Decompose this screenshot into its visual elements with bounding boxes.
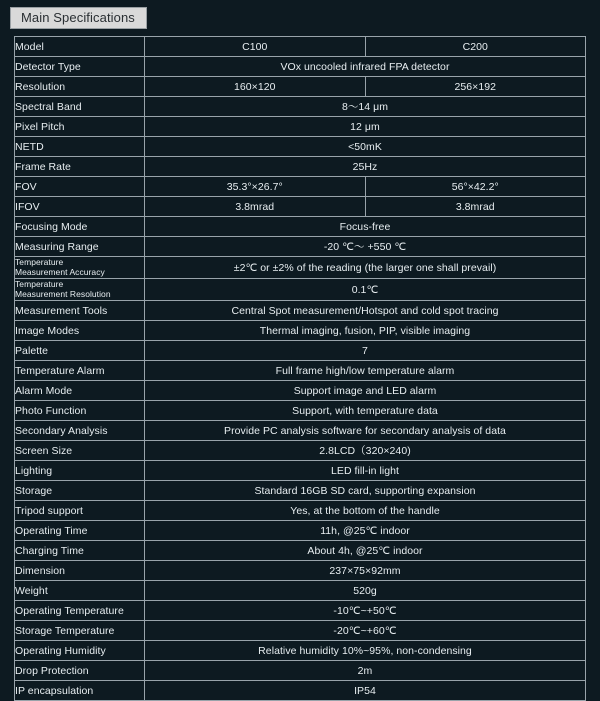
table-row [15,177,586,197]
spec-label-cell: Image Modes [15,321,145,341]
spec-value-shared: LED fill-in light [145,461,586,481]
spec-value-shared: Yes, at the bottom of the handle [145,501,586,521]
spec-label-line2: Measurement Resolution [15,288,111,299]
spec-label-cell: Tripod support [15,501,145,521]
spec-value-c200: 56°×42.2° [365,177,586,197]
spec-label-cell: Dimension [15,561,145,581]
spec-label-cell: Spectral Band [15,97,145,117]
table-row [15,97,586,117]
table-row [15,481,586,501]
specifications-table-body [15,37,586,701]
spec-value-c200: 3.8mrad [365,197,586,217]
spec-value-c100: C100 [145,37,366,57]
spec-label-cell: Resolution [15,77,145,97]
table-row [15,421,586,441]
spec-value-shared: VOx uncooled infrared FPA detector [145,57,586,77]
spec-label-cell: Temperature Measurement Accuracy [15,257,145,279]
spec-label-cell: Storage Temperature [15,621,145,641]
table-row [15,441,586,461]
table-row [15,301,586,321]
spec-value-shared: 237×75×92mm [145,561,586,581]
table-row [15,401,586,421]
table-row [15,279,586,301]
spec-label-cell: Measuring Range [15,237,145,257]
spec-value-shared: 12 μm [145,117,586,137]
table-row [15,157,586,177]
table-row [15,381,586,401]
table-row [15,57,586,77]
spec-label-cell: Measurement Tools [15,301,145,321]
spec-label-cell: Screen Size [15,441,145,461]
specifications-table-container [14,36,586,701]
spec-value-shared: <50mK [145,137,586,157]
spec-label-line2: Measurement Accuracy [15,266,105,277]
spec-label-cell: NETD [15,137,145,157]
spec-label-cell: Weight [15,581,145,601]
spec-value-shared: -20℃~+60℃ [145,621,586,641]
table-row [15,561,586,581]
spec-value-shared: Central Spot measurement/Hotspot and cold spot tracing [145,301,586,321]
table-row [15,217,586,237]
spec-label-cell: Charging Time [15,541,145,561]
spec-value-shared: Support image and LED alarm [145,381,586,401]
table-row [15,681,586,701]
table-row [15,117,586,137]
table-row [15,641,586,661]
spec-value-shared: 2.8LCD（320×240) [145,441,586,461]
spec-value-c100: 160×120 [145,77,366,97]
table-row [15,197,586,217]
spec-value-shared: 520g [145,581,586,601]
spec-label-cell: Palette [15,341,145,361]
spec-value-shared: ±2℃ or ±2% of the reading (the larger one shall prevail) [145,257,586,279]
spec-value-shared: 25Hz [145,157,586,177]
spec-label-cell: Operating Humidity [15,641,145,661]
spec-value-shared: About 4h, @25℃ indoor [145,541,586,561]
spec-label-cell: Detector Type [15,57,145,77]
table-row [15,621,586,641]
table-row [15,581,586,601]
spec-label-cell: Drop Protection [15,661,145,681]
spec-value-shared: Thermal imaging, fusion, PIP, visible imaging [145,321,586,341]
spec-value-shared: Support, with temperature data [145,401,586,421]
table-row [15,257,586,279]
spec-value-shared: Focus-free [145,217,586,237]
spec-label-cell: Focusing Mode [15,217,145,237]
spec-label-cell: Pixel Pitch [15,117,145,137]
spec-value-shared: 11h, @25℃ indoor [145,521,586,541]
spec-value-shared: Full frame high/low temperature alarm [145,361,586,381]
table-row [15,37,586,57]
spec-value-c100: 35.3°×26.7° [145,177,366,197]
table-row [15,601,586,621]
spec-label-cell: Temperature Measurement Resolution [15,279,145,301]
spec-label-cell: FOV [15,177,145,197]
table-row [15,341,586,361]
table-row [15,461,586,481]
spec-label-cell: Frame Rate [15,157,145,177]
spec-label-cell: Temperature Alarm [15,361,145,381]
spec-label-cell: Secondary Analysis [15,421,145,441]
tab-bar [10,7,147,29]
spec-label-cell: Operating Time [15,521,145,541]
spec-value-c200: C200 [365,37,586,57]
spec-value-shared: 8～14 μm [145,97,586,117]
spec-label-cell: Alarm Mode [15,381,145,401]
spec-label-cell: Operating Temperature [15,601,145,621]
spec-value-c100: 3.8mrad [145,197,366,217]
spec-value-c200: 256×192 [365,77,586,97]
spec-label-cell: IFOV [15,197,145,217]
spec-label-cell: Photo Function [15,401,145,421]
spec-label-cell: Storage [15,481,145,501]
spec-label-cell: Lighting [15,461,145,481]
table-row [15,361,586,381]
spec-value-shared: -10℃~+50℃ [145,601,586,621]
spec-value-shared: Provide PC analysis software for secondary analysis of data [145,421,586,441]
spec-label-cell: IP encapsulation [15,681,145,701]
table-row [15,501,586,521]
tab-main-specifications[interactable]: Main Specifications [10,7,147,29]
table-row [15,661,586,681]
spec-value-shared: Relative humidity 10%~95%, non-condensing [145,641,586,661]
spec-value-shared: 7 [145,341,586,361]
spec-value-shared: IP54 [145,681,586,701]
spec-value-shared: -20 ℃～ +550 ℃ [145,237,586,257]
table-row [15,77,586,97]
spec-value-shared: Standard 16GB SD card, supporting expansion [145,481,586,501]
spec-value-shared: 0.1℃ [145,279,586,301]
specifications-table [14,36,586,701]
table-row [15,137,586,157]
table-row [15,321,586,341]
table-row [15,541,586,561]
spec-label-cell: Model [15,37,145,57]
table-row [15,521,586,541]
spec-value-shared: 2m [145,661,586,681]
table-row [15,237,586,257]
